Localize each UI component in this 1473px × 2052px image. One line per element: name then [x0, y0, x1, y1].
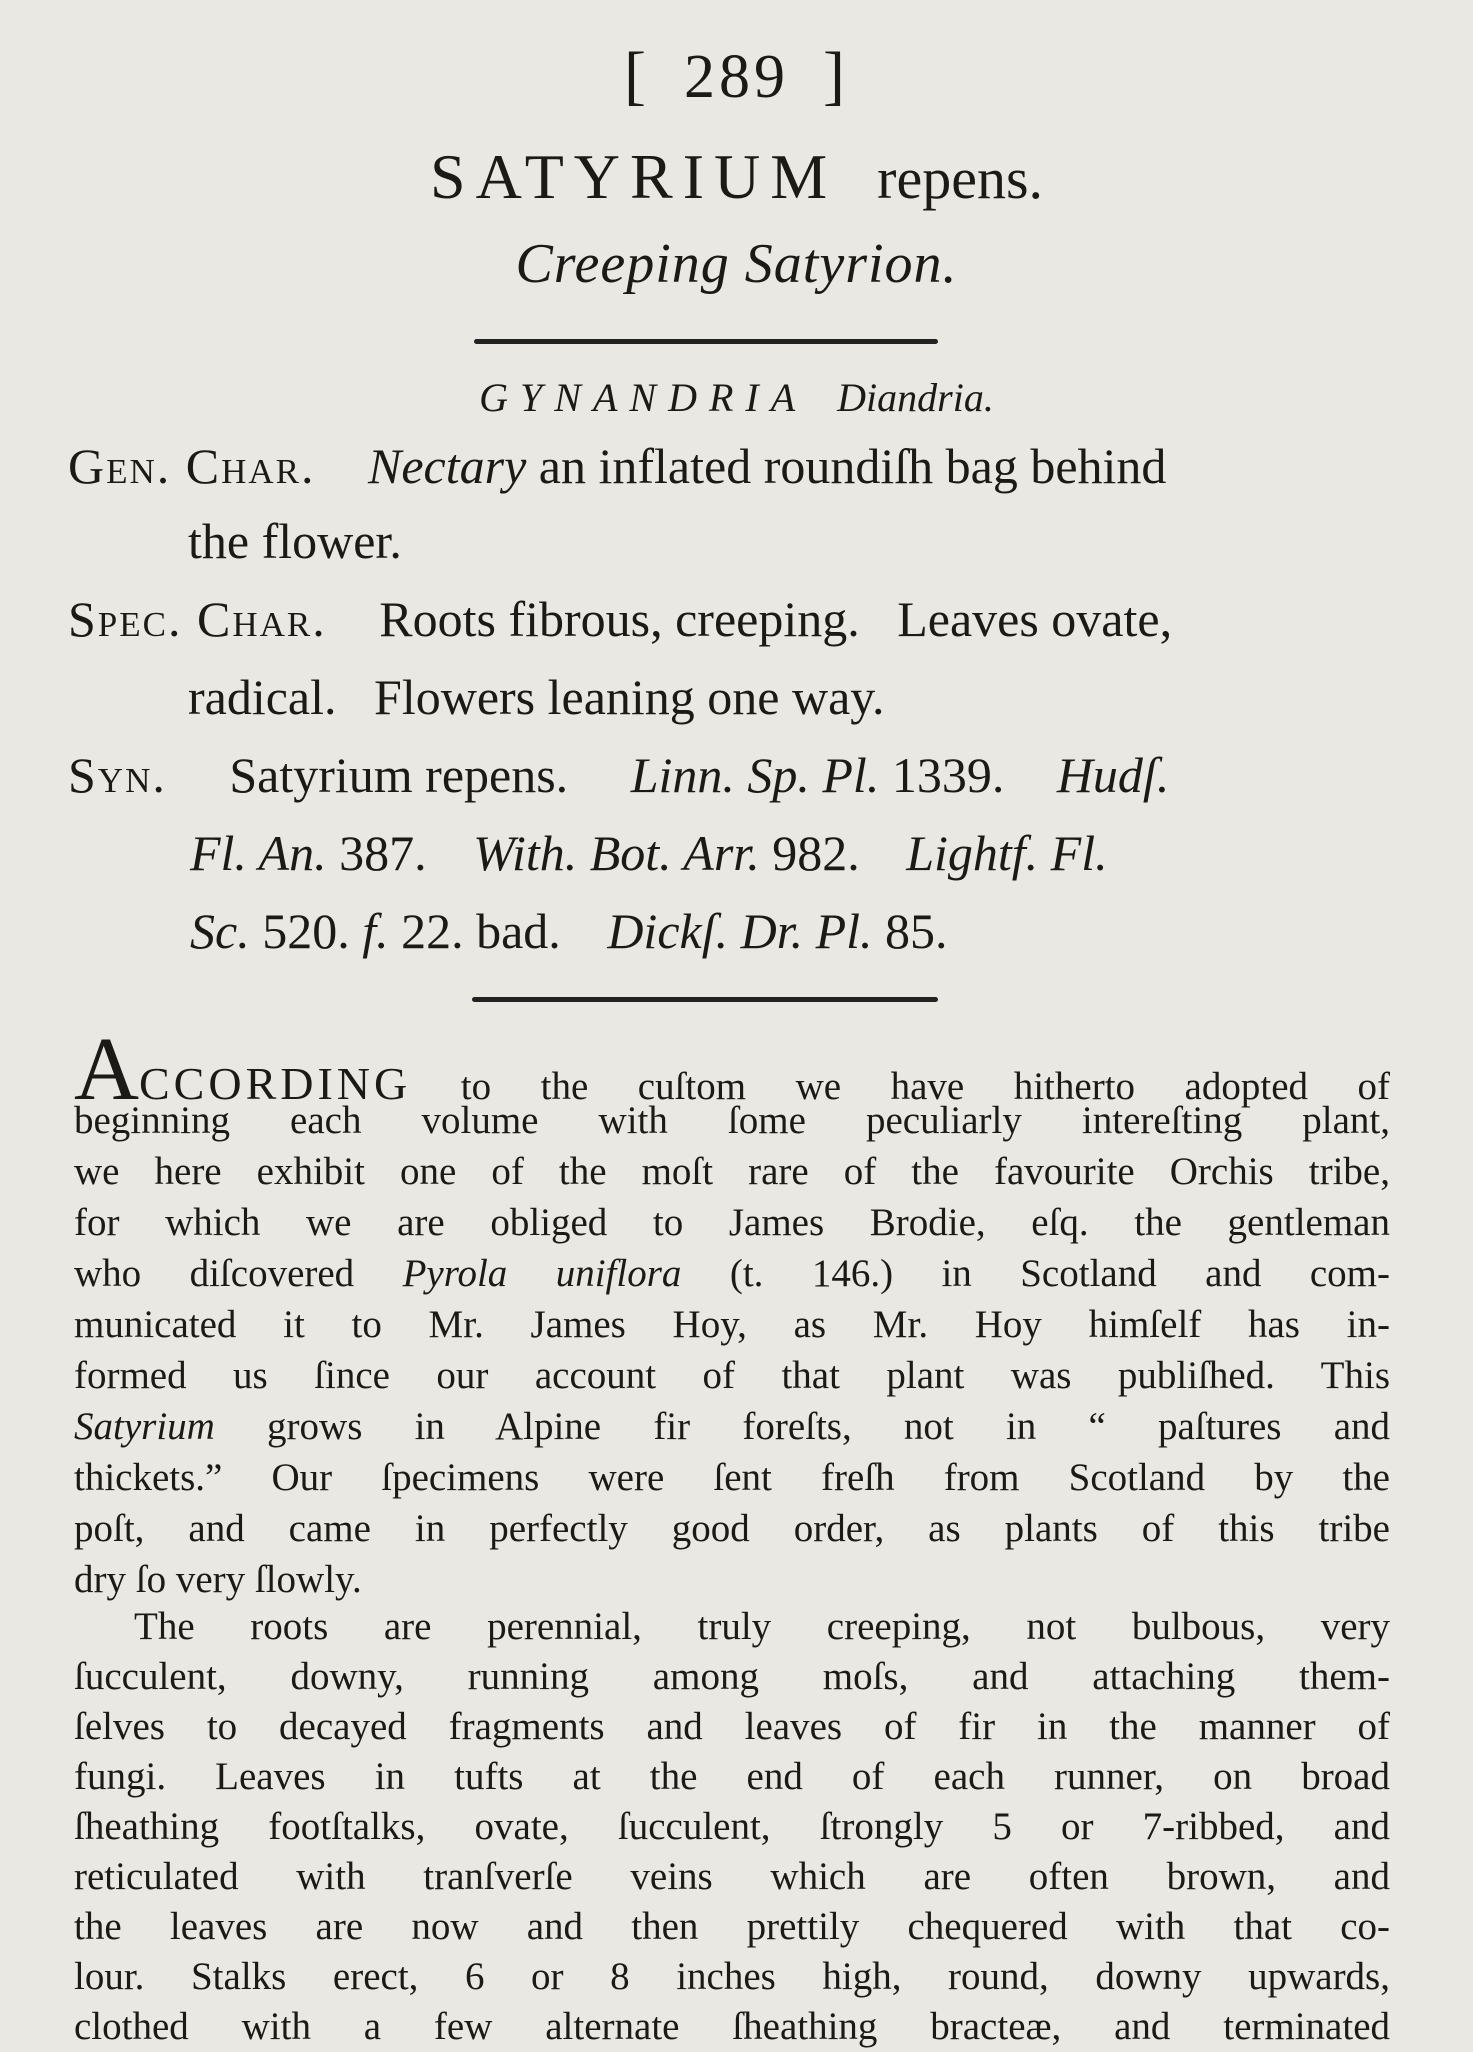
- genus-name: SATYRIUM: [429, 141, 838, 212]
- para1-italic: Satyrium: [74, 1405, 215, 1448]
- para1-text: to the cuſtom we have hitherto adopted of: [460, 1065, 1390, 1108]
- order-name: Diandria.: [837, 375, 994, 420]
- gen-char-line-1: [68, 437, 1166, 495]
- gen-char-line-2: the flower.: [188, 513, 402, 569]
- spec-char-label: Spec. Char.: [68, 591, 327, 647]
- spec-char-line-2: radical. Flowers leaning one way.: [188, 669, 885, 725]
- syn-num: 85.: [885, 903, 948, 959]
- para1-line: [74, 1249, 1390, 1299]
- syn-ref: Hudſ.: [1056, 747, 1170, 803]
- para2-line: the leaves are now and then prettily chequered with that co-: [74, 1905, 1390, 1948]
- left-bracket: [: [624, 39, 650, 112]
- syn-ref: Linn. Sp. Pl.: [630, 747, 880, 803]
- divider-rule-bottom: [472, 997, 938, 1002]
- class-name: GYNANDRIA: [479, 375, 808, 420]
- syn-ref: f.: [362, 903, 389, 959]
- gen-char-text: an inflated roundiſh bag behind: [538, 438, 1167, 494]
- plant-title: [0, 140, 1473, 214]
- para2-line: ſheathing footſtalks, ovate, ſucculent, ſtrongly 5 or 7-ribbed, and: [74, 1805, 1390, 1848]
- para1-line: beginning each volume with ſome peculiarly intereſting plant,: [74, 1099, 1390, 1142]
- para1-text: (t. 146.) in Scotland and com-: [729, 1252, 1390, 1295]
- para2-line: ſelves to decayed fragments and leaves of fir in the manner of: [74, 1705, 1390, 1748]
- para1-line: we here exhibit one of the moſt rare of the favourite Orchis tribe,: [74, 1150, 1390, 1193]
- para1-line: municated it to Mr. James Hoy, as Mr. Hoy himſelf has in-: [74, 1303, 1390, 1346]
- para2-line: reticulated with tranſverſe veins which are often brown, and: [74, 1855, 1390, 1898]
- para1-line: thickets.” Our ſpecimens were ſent freſh from Scotland by the: [74, 1456, 1390, 1499]
- para2-line: ſucculent, downy, running among moſs, and attaching them-: [74, 1655, 1390, 1698]
- para1-line: [74, 1020, 1390, 1119]
- gen-char-term: Nectary: [368, 438, 527, 494]
- cap-word: CCORDING: [139, 1058, 412, 1109]
- spec-char-line-1: [68, 590, 1172, 648]
- syn-text: Satyrium repens.: [229, 747, 569, 803]
- page-number-value: 289: [684, 43, 789, 111]
- drop-cap: A: [74, 1020, 139, 1119]
- linnaean-classification: [0, 374, 1473, 421]
- syn-line-1: [68, 746, 1169, 804]
- para1-line: for which we are obliged to James Brodie, eſq. the gentleman: [74, 1201, 1390, 1244]
- para1-text: grows in Alpine fir foreſts, not in “ paſtures and: [267, 1405, 1391, 1448]
- syn-num: 22. bad.: [401, 903, 561, 959]
- syn-line-2: [190, 824, 1108, 882]
- syn-ref: With. Bot. Arr.: [473, 825, 760, 881]
- syn-num: 1339.: [891, 747, 1005, 803]
- syn-ref: Dickſ. Dr. Pl.: [607, 903, 873, 959]
- syn-ref: Fl. An.: [190, 825, 327, 881]
- para2-line: The roots are perennial, truly creeping, not bulbous, very: [134, 1605, 1390, 1648]
- para2-line: fungi. Leaves in tufts at the end of each runner, on broad: [74, 1755, 1390, 1798]
- right-bracket: ]: [823, 39, 849, 112]
- syn-label: Syn.: [68, 747, 167, 803]
- para1-line: formed us ſince our account of that plant was publiſhed. This: [74, 1354, 1390, 1397]
- syn-ref: Sc.: [190, 903, 250, 959]
- para1-text: who diſcovered: [74, 1252, 355, 1295]
- syn-num: 982.: [772, 825, 860, 881]
- para2-line: clothed with a few alternate ſheathing bracteæ, and terminated: [74, 2005, 1390, 2048]
- gen-char-label: Gen. Char.: [68, 438, 316, 494]
- spec-char-text: Roots fibrous, creeping. Leaves ovate,: [379, 591, 1173, 647]
- syn-line-3: [190, 902, 948, 960]
- para1-line: dry ſo very ſlowly.: [74, 1558, 362, 1601]
- para1-italic: Pyrola uniflora: [402, 1252, 682, 1295]
- common-name: Creeping Satyrion.: [515, 233, 958, 295]
- syn-num: 387.: [339, 825, 427, 881]
- syn-ref: Lightf. Fl.: [906, 825, 1108, 881]
- species-name: repens.: [877, 146, 1044, 211]
- para2-line: lour. Stalks erect, 6 or 8 inches high, round, downy upwards,: [74, 1955, 1390, 1998]
- page-number: [0, 38, 1473, 114]
- syn-num: 520.: [262, 903, 350, 959]
- para1-line: poſt, and came in perfectly good order, as plants of this tribe: [74, 1507, 1390, 1550]
- divider-rule-top: [474, 339, 938, 344]
- para1-line: [74, 1402, 1390, 1452]
